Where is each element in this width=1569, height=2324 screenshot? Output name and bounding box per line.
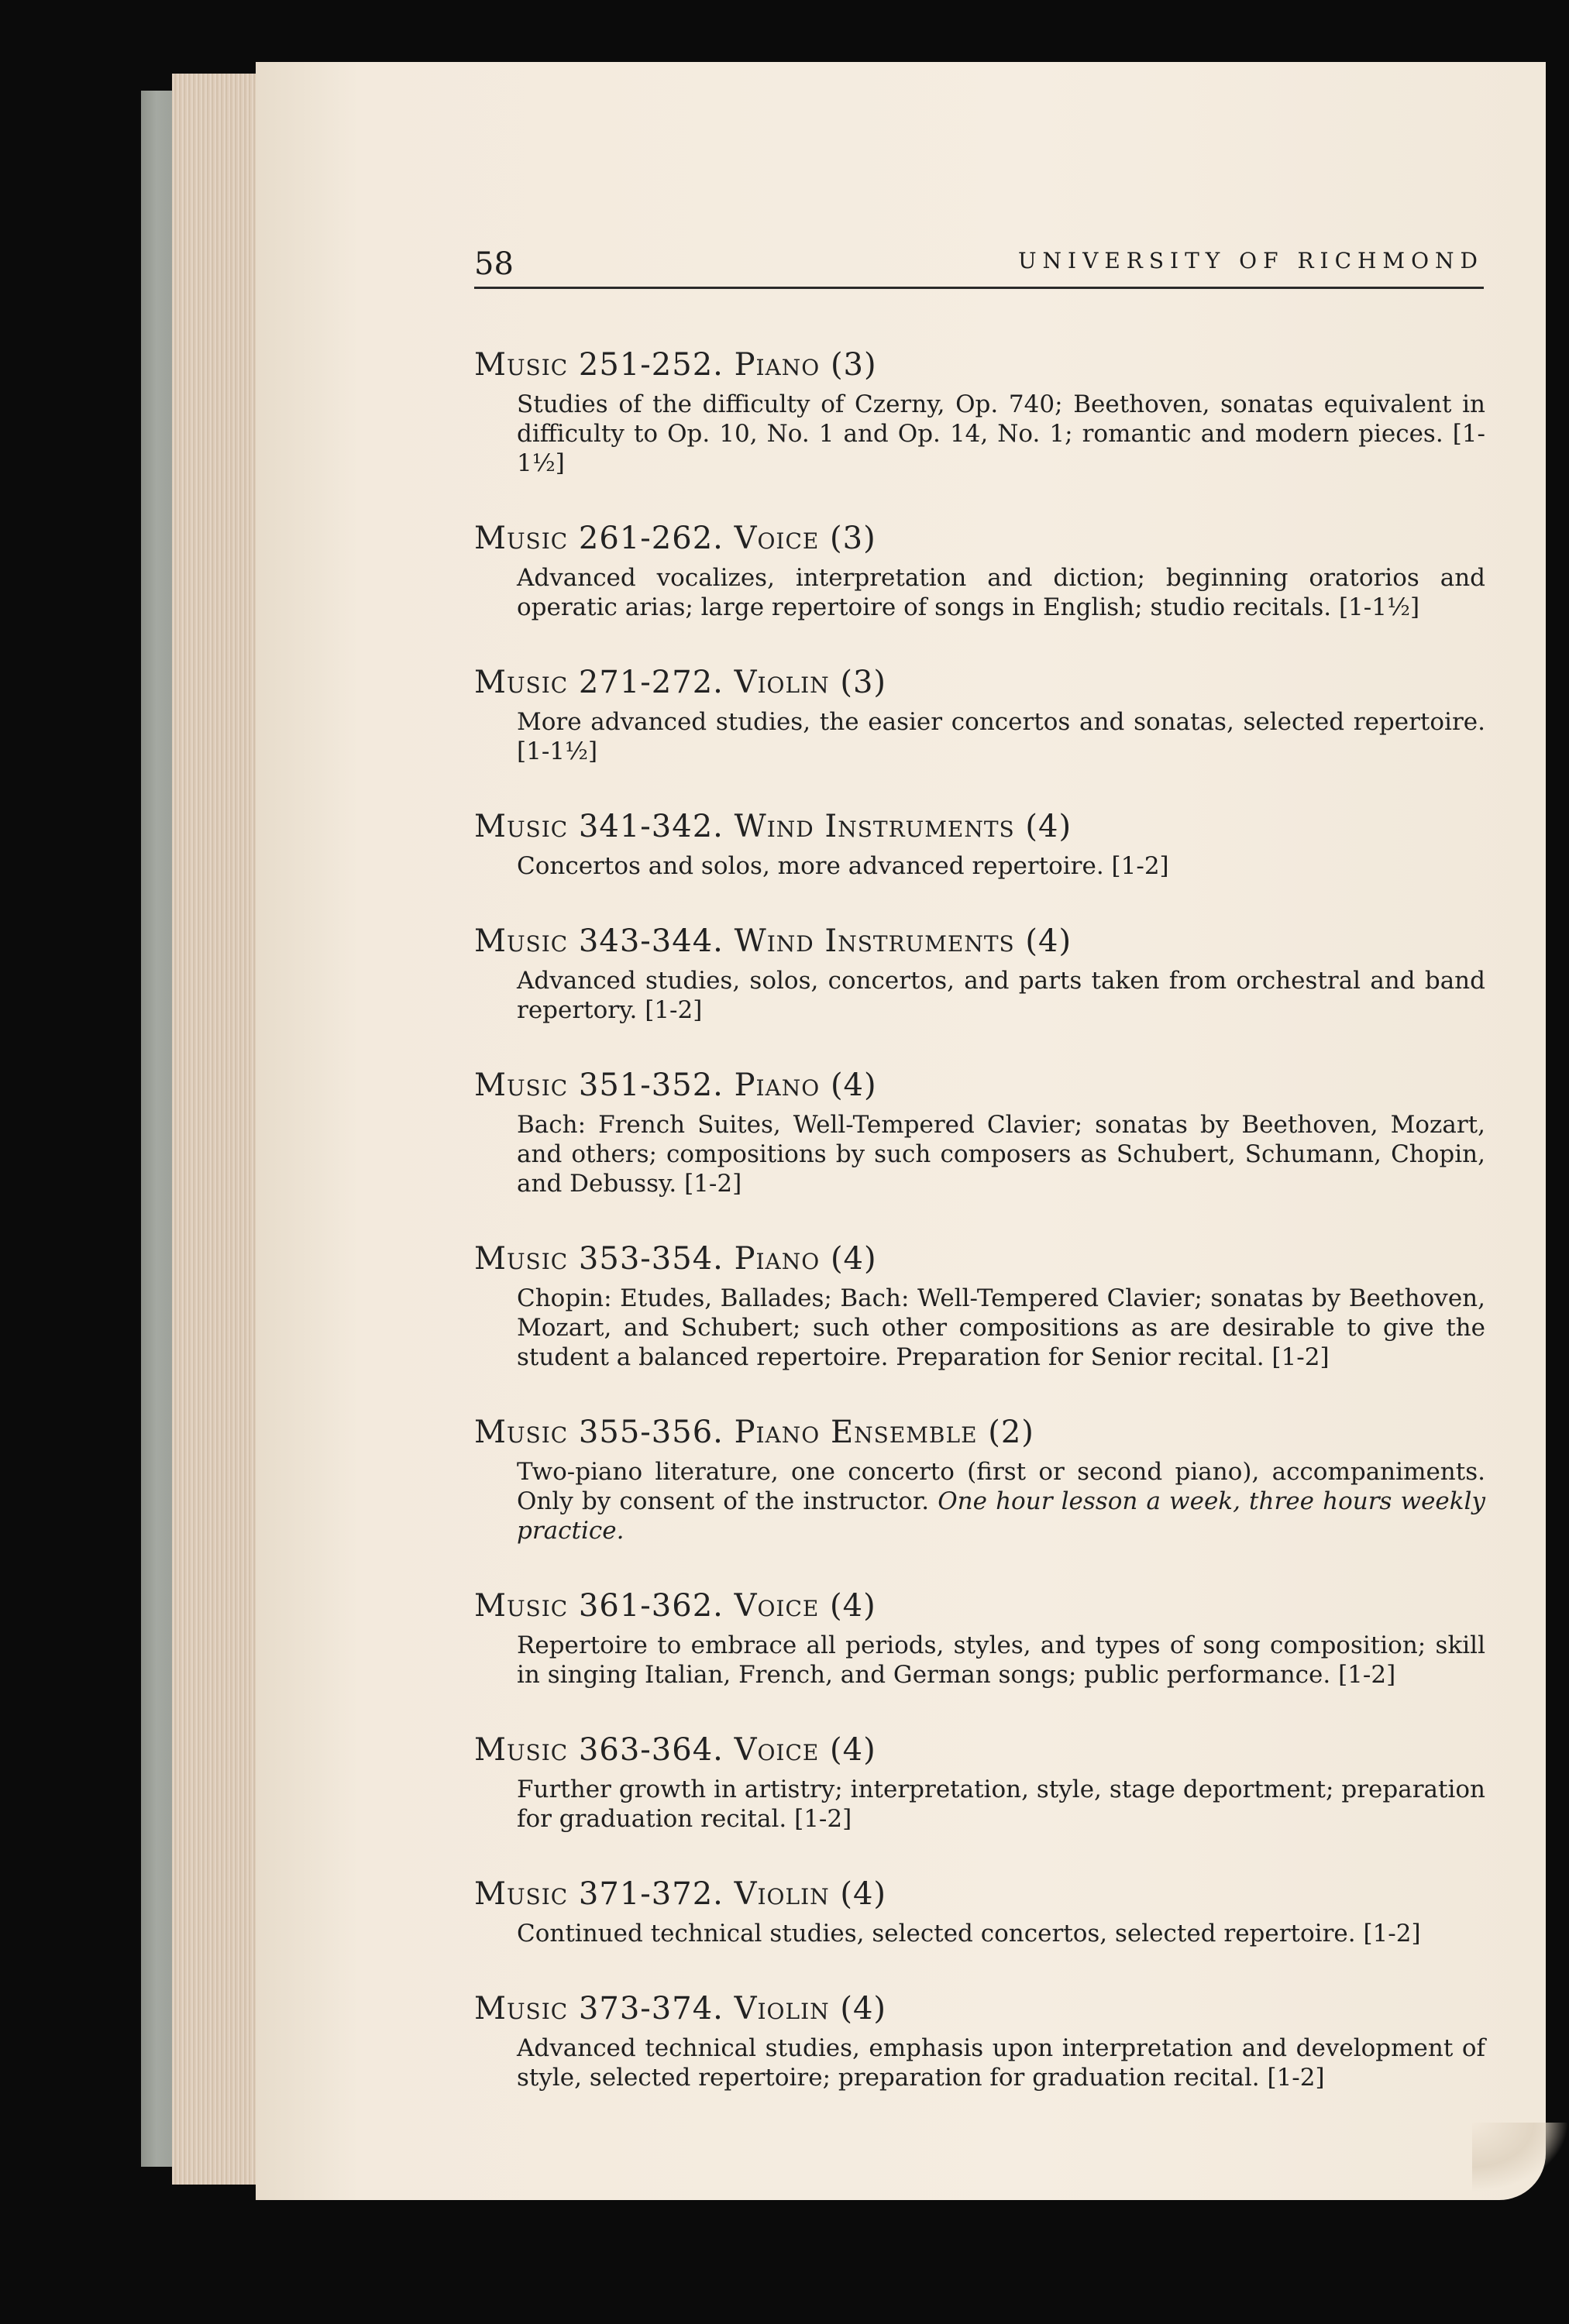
course-title: Music 251-252. Piano (3) xyxy=(474,347,877,383)
course-description: Advanced technical studies, emphasis upon interpretation and development of style, selected repertoire; preparation for graduation recital. [1-2] xyxy=(517,2034,1485,2092)
course-title: Music 355-356. Piano Ensemble (2) xyxy=(474,1415,1034,1450)
course-title: Music 271-272. Violin (3) xyxy=(474,665,887,700)
course-description-text: Two-piano literature, one concerto (first or second piano), accompaniments. Only by consent of the instructor. xyxy=(517,1458,1485,1515)
course-description: Concertos and solos, more advanced repertoire. [1-2] xyxy=(517,852,1169,880)
course-title: Music 361-362. Voice (4) xyxy=(474,1588,876,1624)
course-description: Advanced studies, solos, concertos, and parts taken from orchestral and band repertory. [1-2] xyxy=(517,967,1485,1024)
course-entry xyxy=(474,1874,1485,1948)
course-title: Music 341-342. Wind Instruments (4) xyxy=(474,809,1072,844)
page-edges xyxy=(172,74,263,2185)
course-description: Studies of the difficulty of Czerny, Op. 740; Beethoven, sonatas equivalent in difficulty to Op. 10, No. 1 and Op. 14, No. 1; romantic and modern pieces. [1-1½] xyxy=(517,390,1485,477)
course-title: Music 363-364. Voice (4) xyxy=(474,1732,876,1768)
course-description: Bach: French Suites, Well-Tempered Clavier; sonatas by Beethoven, Mozart, and others; compositions by such composers as Schubert, Schumann, Chopin, and Debussy. [1-2] xyxy=(517,1111,1485,1198)
course-entry xyxy=(474,1239,1485,1372)
page-number: 58 xyxy=(474,246,514,282)
course-title: Music 371-372. Violin (4) xyxy=(474,1876,887,1912)
course-description: Repertoire to embrace all periods, styles, and types of song composition; skill in singing Italian, French, and German songs; public performance. [1-2] xyxy=(517,1631,1485,1689)
course-list xyxy=(474,345,1485,2133)
course-entry xyxy=(474,345,1485,478)
course-entry xyxy=(474,1065,1485,1198)
page-header xyxy=(474,232,1484,289)
course-entry xyxy=(474,662,1485,766)
page-curl xyxy=(1472,2123,1569,2192)
course-entry xyxy=(474,1989,1485,2092)
course-description: Further growth in artistry; interpretation, style, stage deportment; preparation for graduation recital. [1-2] xyxy=(517,1776,1485,1833)
running-head: UNIVERSITY OF RICHMOND xyxy=(1017,248,1484,273)
course-title: Music 261-262. Voice (3) xyxy=(474,521,876,556)
course-title: Music 353-354. Piano (4) xyxy=(474,1241,877,1277)
course-note: One hour lesson a week, three hours weekly practice. xyxy=(517,1487,1485,1545)
course-description xyxy=(517,1457,1485,1545)
course-entry xyxy=(474,806,1485,881)
course-entry xyxy=(474,1730,1485,1834)
course-entry xyxy=(474,921,1485,1025)
course-title: Music 343-344. Wind Instruments (4) xyxy=(474,923,1072,959)
course-description: More advanced studies, the easier concertos and sonatas, selected repertoire. [1-1½] xyxy=(517,708,1485,765)
course-entry xyxy=(474,1412,1485,1545)
course-description: Advanced vocalizes, interpretation and diction; beginning oratorios and operatic arias; large repertoire of songs in English; studio recitals. [1-1½] xyxy=(517,564,1485,621)
course-entry xyxy=(474,1586,1485,1690)
course-title: Music 373-374. Violin (4) xyxy=(474,1991,887,2027)
course-description: Chopin: Etudes, Ballades; Bach: Well-Tempered Clavier; sonatas by Beethoven, Mozart, and Schubert; such other compositions as are desirable to give the student a balanced repertoire. Preparation for Senior recital. [1-2] xyxy=(517,1284,1485,1371)
course-entry xyxy=(474,518,1485,622)
course-title: Music 351-352. Piano (4) xyxy=(474,1067,877,1103)
course-description: Continued technical studies, selected concertos, selected repertoire. [1-2] xyxy=(517,1920,1421,1948)
